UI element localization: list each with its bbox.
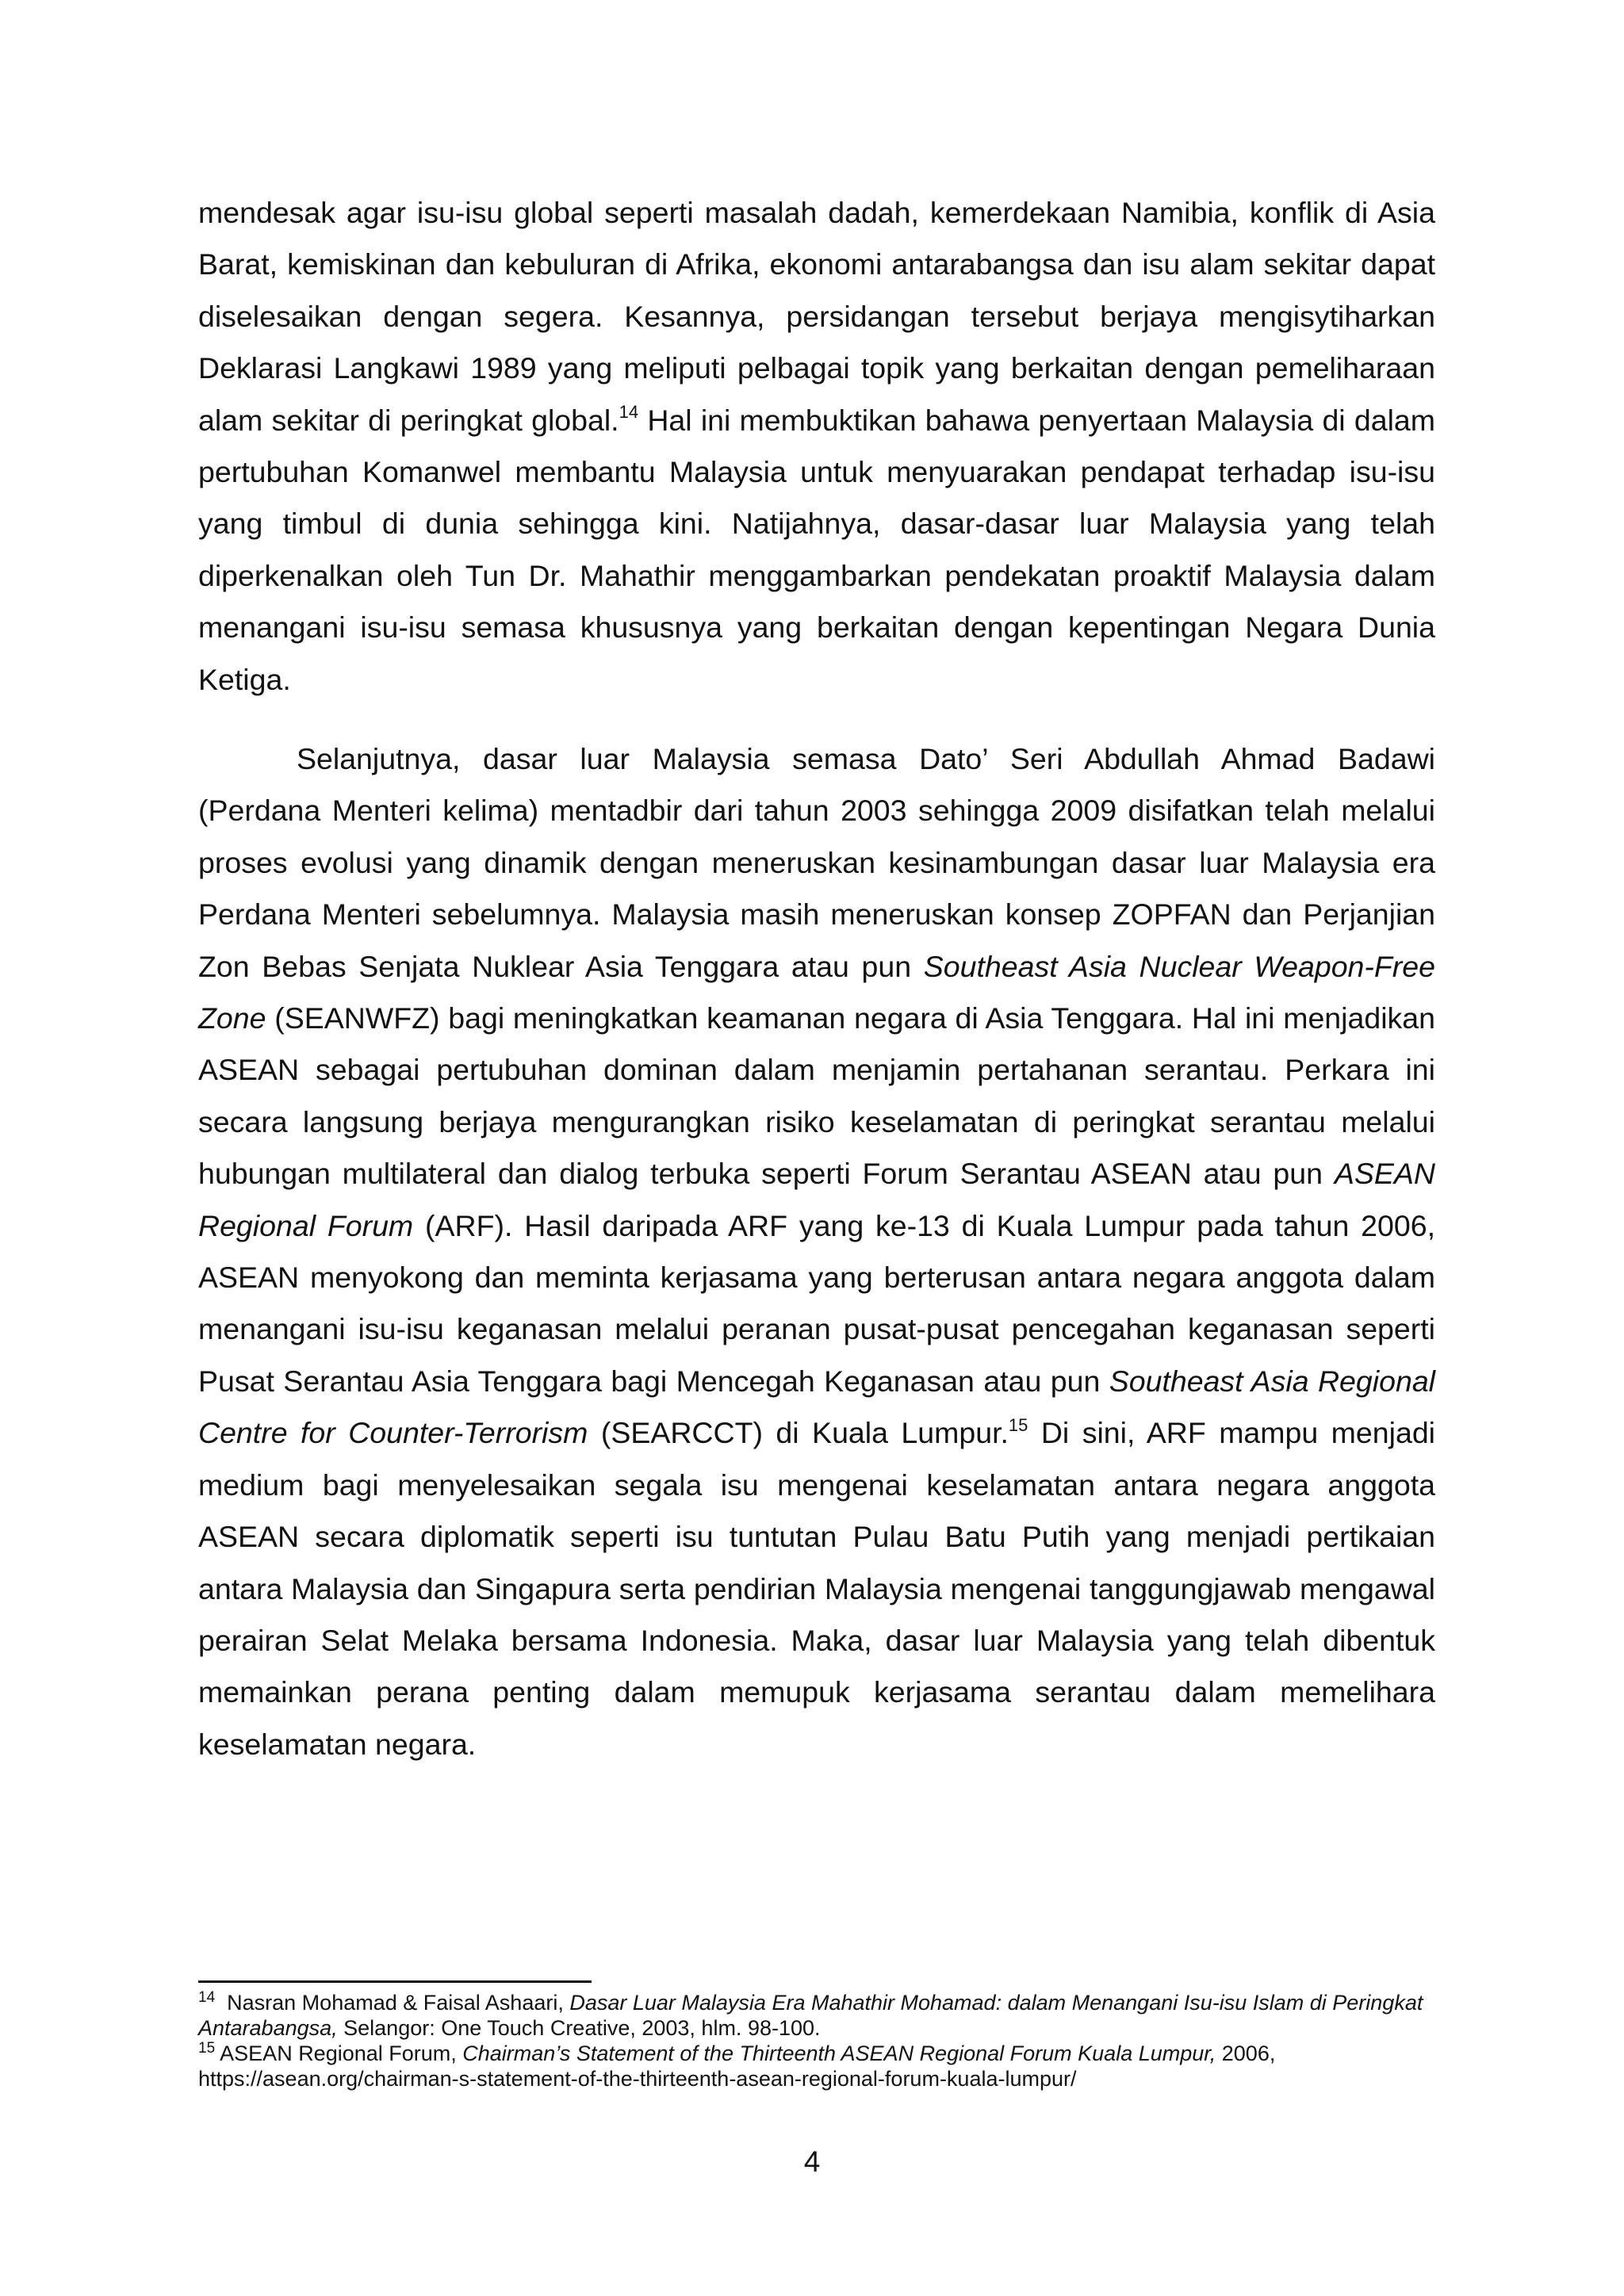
footnote-title: Chairman’s Statement of the Thirteenth ASEAN Regional Forum Kuala Lumpur, xyxy=(462,2042,1216,2065)
paragraph-text: (ARF). Hasil daripada ARF yang ke-13 di Kuala Lumpur pada tahun 2006, ASEAN menyokong dan meminta kerjasama yang berterusan antara negara anggota dalam menangani isu-isu keganasan melalui peranan pusat-pusat pencegahan keganasan seperti Pusat Serantau Asia Tenggara bagi Mencegah Keganasan atau pun xyxy=(198,1208,1435,1398)
paragraph-text: mendesak agar isu-isu global seperti masalah dadah, kemerdekaan Namibia, konflik di Asia Barat, kemiskinan dan kebuluran di Afrika, ekonomi antarabangsa dan isu alam sekitar dapat diselesaikan dengan segera. Kesannya, persidangan tersebut berjaya mengisytiharkan Deklarasi Langkawi 1989 yang meliputi pelbagai topik yang berkaitan dengan pemeliharaan alam sekitar di peringkat global. xyxy=(198,196,1435,437)
footnote-number: 15 xyxy=(198,2040,216,2057)
footnote-separator xyxy=(198,1980,592,1983)
italic-term: Southeast Asia Regional Centre for Counter-Terrorism xyxy=(198,1364,1436,1450)
footnote-reference-15[interactable]: 15 xyxy=(1008,1414,1028,1435)
footnote-text: Nasran Mohamad & Faisal Ashaari, xyxy=(215,1991,570,2015)
footnote-title: Dasar Luar Malaysia Era Mahathir Mohamad: dalam Menangani Isu-isu Islam di Peringkat Antarabangsa, xyxy=(198,1991,1423,2040)
body-paragraph-2 xyxy=(198,733,1435,1770)
italic-term: ASEAN Regional Forum xyxy=(198,1157,1435,1242)
footnotes xyxy=(198,1990,1435,2091)
paragraph-text: (SEARCCT) di Kuala Lumpur. xyxy=(588,1416,1009,1450)
paragraph-text: Di sini, ARF mampu menjadi medium bagi menyelesaikan segala isu mengenai keselamatan antara negara anggota ASEAN secara diplomatik seperti isu tuntutan Pulau Batu Putih yang menjadi pertikaian antara Malaysia dan Singapura serta pendirian Malaysia mengenai tanggungjawab mengawal perairan Selat Melaka bersama Indonesia. Maka, dasar luar Malaysia yang telah dibentuk memainkan perana penting dalam memupuk kerjasama serantau dalam memelihara keselamatan negara. xyxy=(198,1416,1436,1761)
footnote-number: 14 xyxy=(198,1989,216,2006)
footnote-text: Selangor: One Touch Creative, 2003, hlm. 98-100. xyxy=(337,2016,821,2040)
paragraph-text: Hal ini membuktikan bahawa penyertaan Malaysia di dalam pertubuhan Komanwel membantu Malaysia untuk menyuarakan pendapat terhadap isu-isu yang timbul di dunia sehingga kini. Natijahnya, dasar-dasar luar Malaysia yang telah diperkenalkan oleh Tun Dr. Mahathir menggambarkan pendekatan proaktif Malaysia dalam menangani isu-isu semasa khususnya yang berkaitan dengan kepentingan Negara Dunia Ketiga. xyxy=(198,403,1435,696)
footnote-reference-14[interactable]: 14 xyxy=(619,402,639,423)
page-number: 4 xyxy=(803,2145,821,2178)
footnote-text: 2006, https://asean.org/chairman-s-statement-of-the-thirteenth-asean-regional-forum-kuala-lumpur/ xyxy=(198,2042,1276,2091)
paragraph-text: (SEANWFZ) bagi meningkatkan keamanan negara di Asia Tenggara. Hal ini menjadikan ASEAN sebagai pertubuhan dominan dalam menjamin pertahanan serantau. Perkara ini secara langsung berjaya mengurangkan risiko keselamatan di peringkat serantau melalui hubungan multilateral dan dialog terbuka seperti Forum Serantau ASEAN atau pun xyxy=(198,1001,1435,1191)
italic-term: Southeast Asia Nuclear Weapon-Free Zone xyxy=(198,949,1436,1035)
footnote-text: ASEAN Regional Forum, xyxy=(215,2042,463,2065)
footnote-15 xyxy=(198,2041,1435,2091)
footnote-14 xyxy=(198,1990,1435,2041)
paragraph-text: Selanjutnya, dasar luar Malaysia semasa Dato’ Seri Abdullah Ahmad Badawi (Perdana Menteri kelima) mentadbir dari tahun 2003 sehingga 2009 disifatkan telah melalui proses evolusi yang dinamik dengan meneruskan kesinambungan dasar luar Malaysia era Perdana Menteri sebelumnya. Malaysia masih meneruskan konsep ZOPFAN dan Perjanjian Zon Bebas Senjata Nuklear Asia Tenggara atau pun xyxy=(198,742,1435,983)
body-paragraph-1 xyxy=(198,187,1435,706)
